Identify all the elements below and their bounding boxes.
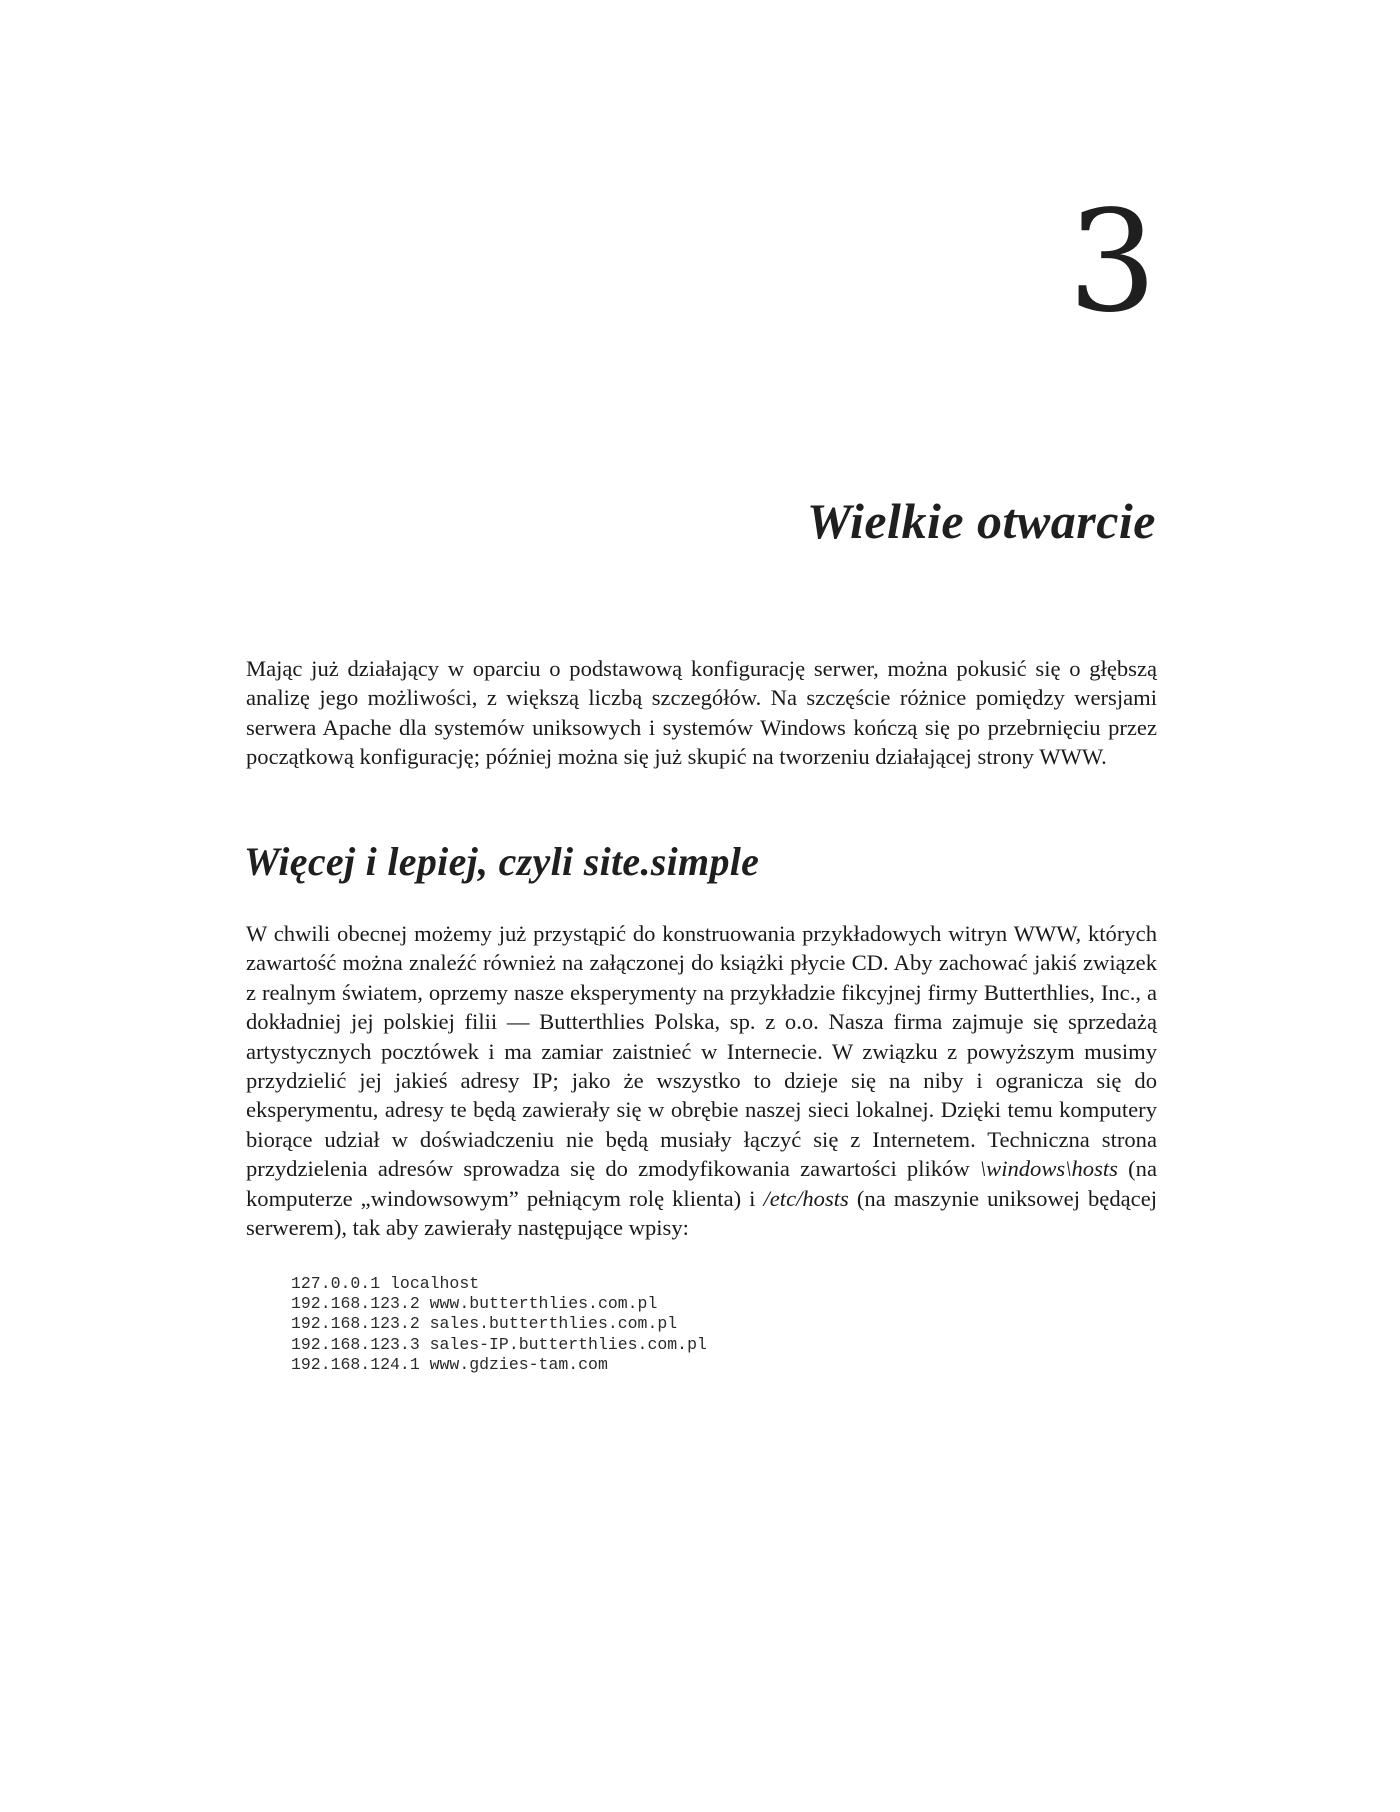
section-heading: Więcej i lepiej, czyli site.simple <box>244 839 760 884</box>
etc-hosts-path: /etc/hosts <box>763 1185 849 1211</box>
hosts-entry: 192.168.123.3 sales-IP.butterthlies.com.pl <box>291 1334 707 1354</box>
hosts-entry: 192.168.124.1 www.gdzies-tam.com <box>291 1354 608 1374</box>
hosts-entry: 192.168.123.2 sales.butterthlies.com.pl <box>291 1314 678 1334</box>
section-paragraph <box>246 919 1157 1242</box>
paragraph-text-part2: (na komputerze „windowsowym” pełniącym rolę klienta) i <box>246 1156 1157 1211</box>
paragraph-text-part1: W chwili obecnej możemy już przystąpić do konstruowania przykładowych witryn WWW, których zawartość można znaleźć również na załączonej do książki płycie CD. Aby zachować jakiś związek z realnym światem, oprzemy nasze eksperymenty na przykładzie fikcyjnej firmy Butterthlies, Inc., a dokładniej jej polskiej filii — Butterthlies Polska, sp. z o.o. Nasza firma zajmuje się sprzedażą artystycznych pocztówek i ma zamiar zaistnieć w Internecie. W związku z powyższym musimy przydzielić jej jakieś adresy IP; jako że wszystko to dzieje się na niby i ogranicza się do eksperymentu, adresy te będą zawierały się w obrębie naszej sieci lokalnej. Dzięki temu komputery biorące udział w doświadczeniu nie będą musiały łączyć się z Internetem. Techniczna strona przydzielenia adresów sprowadza się do zmodyfikowania zawartości plików <box>246 921 1157 1182</box>
hosts-entry: 192.168.123.2 www.butterthlies.com.pl <box>291 1294 658 1314</box>
intro-paragraph: Mając już działający w oparciu o podstawową konfigurację serwer, można pokusić się o głębszą analizę jego możliwości, z większą liczbą szczegółów. Na szczęście różnice pomiędzy wersjami serwera Apache dla systemów uniksowych i systemów Windows kończą się po przebrnięciu przez początkową konfigurację; później można się już skupić na tworzeniu działającej strony WWW. <box>246 656 1157 770</box>
hosts-entry: 127.0.0.1 localhost <box>291 1274 480 1293</box>
chapter-title: Wielkie otwarcie <box>806 493 1156 549</box>
paragraph-text-part3: (na maszynie uniksowej będącej serwerem), tak aby zawierały następujące wpisy: <box>246 1185 1157 1241</box>
hosts-code-block <box>291 1274 707 1375</box>
chapter-number: 3 <box>1067 181 1157 344</box>
windows-hosts-path: \windows\hosts <box>979 1156 1118 1182</box>
